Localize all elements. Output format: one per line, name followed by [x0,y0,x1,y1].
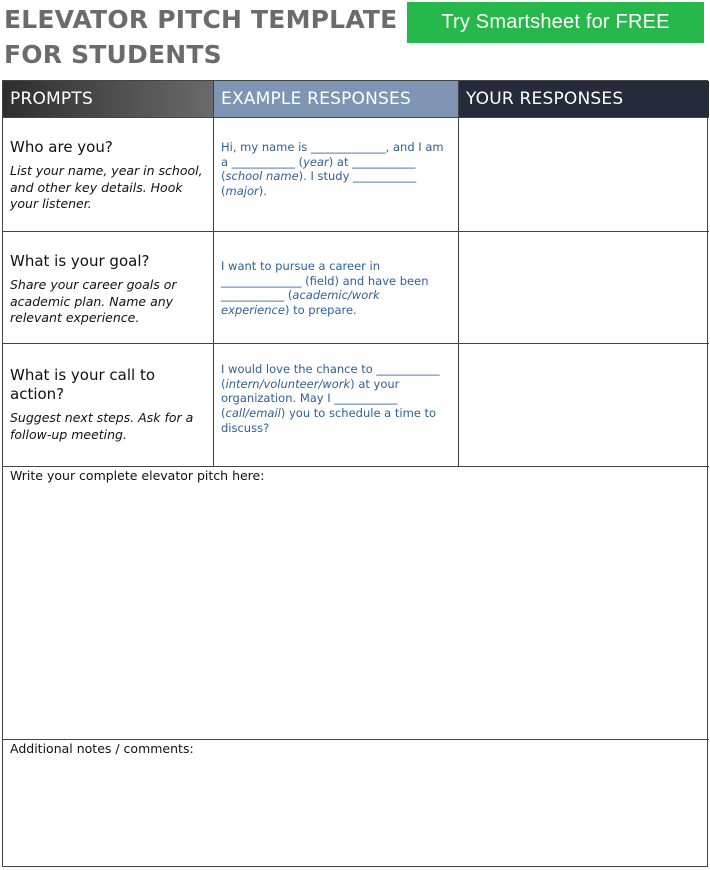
your-response-field-2[interactable] [459,232,709,344]
try-smartsheet-button[interactable]: Try Smartsheet for FREE [407,2,704,43]
complete-pitch-area[interactable] [3,467,709,740]
example-placeholder-hint: intern/volunteer/work [225,376,351,391]
example-text: ) to prepare. [284,303,357,318]
prompt-description: Share your career goals or academic plan. Name any relevant experience. [10,277,177,325]
prompt-cell-2 [3,232,214,344]
prompt-question: What is your goal? [10,252,150,270]
example-placeholder-hint: school name [225,169,299,184]
example-text: Hi, my name is _____________, and I am a ___________ ( [221,140,444,169]
example-placeholder-hint: academic/work experience [221,288,380,318]
example-text: ) at your organization. May I ___________ ( [221,376,400,421]
your-response-field-1[interactable] [459,118,709,232]
page-title [4,2,398,72]
prompt-description: Suggest next steps. Ask for a follow-up meeting. [10,410,194,442]
your-response-field-3[interactable] [459,344,709,467]
example-text: ). I study ___________ ( [221,169,417,199]
header-example-responses: EXAMPLE RESPONSES [214,81,459,118]
example-text: I want to pursue a career in ______________ (field) and have been ___________ ( [221,259,429,303]
additional-notes-area[interactable] [3,740,709,866]
header-your-responses: YOUR RESPONSES [459,81,709,118]
prompt-question: Who are you? [10,138,113,156]
elevator-pitch-table [2,80,708,867]
prompt-cell-3 [3,344,214,467]
page-title-line-2: FOR STUDENTS [4,40,222,69]
additional-notes-label: Additional notes / comments: [10,741,194,756]
example-text: ) you to schedule a time to discuss? [221,406,437,435]
example-text: ) at ___________ ( [221,154,416,184]
header-prompts: PROMPTS [3,81,214,118]
example-text: ). [258,184,267,199]
example-response-1 [214,118,459,232]
example-placeholder-hint: call/email [225,406,281,421]
example-text: I would love the chance to ___________ ( [221,362,440,391]
example-response-3 [214,344,459,467]
prompt-cell-1 [3,118,214,232]
page-title-line-1: ELEVATOR PITCH TEMPLATE [4,5,398,34]
example-placeholder-hint: major [225,184,259,199]
example-placeholder-hint: year [303,154,329,169]
prompt-description: List your name, year in school, and other key details. Hook your listener. [10,163,203,211]
example-response-2 [214,232,459,344]
complete-pitch-label: Write your complete elevator pitch here: [10,468,265,483]
prompt-question: What is your call to action? [10,366,156,403]
